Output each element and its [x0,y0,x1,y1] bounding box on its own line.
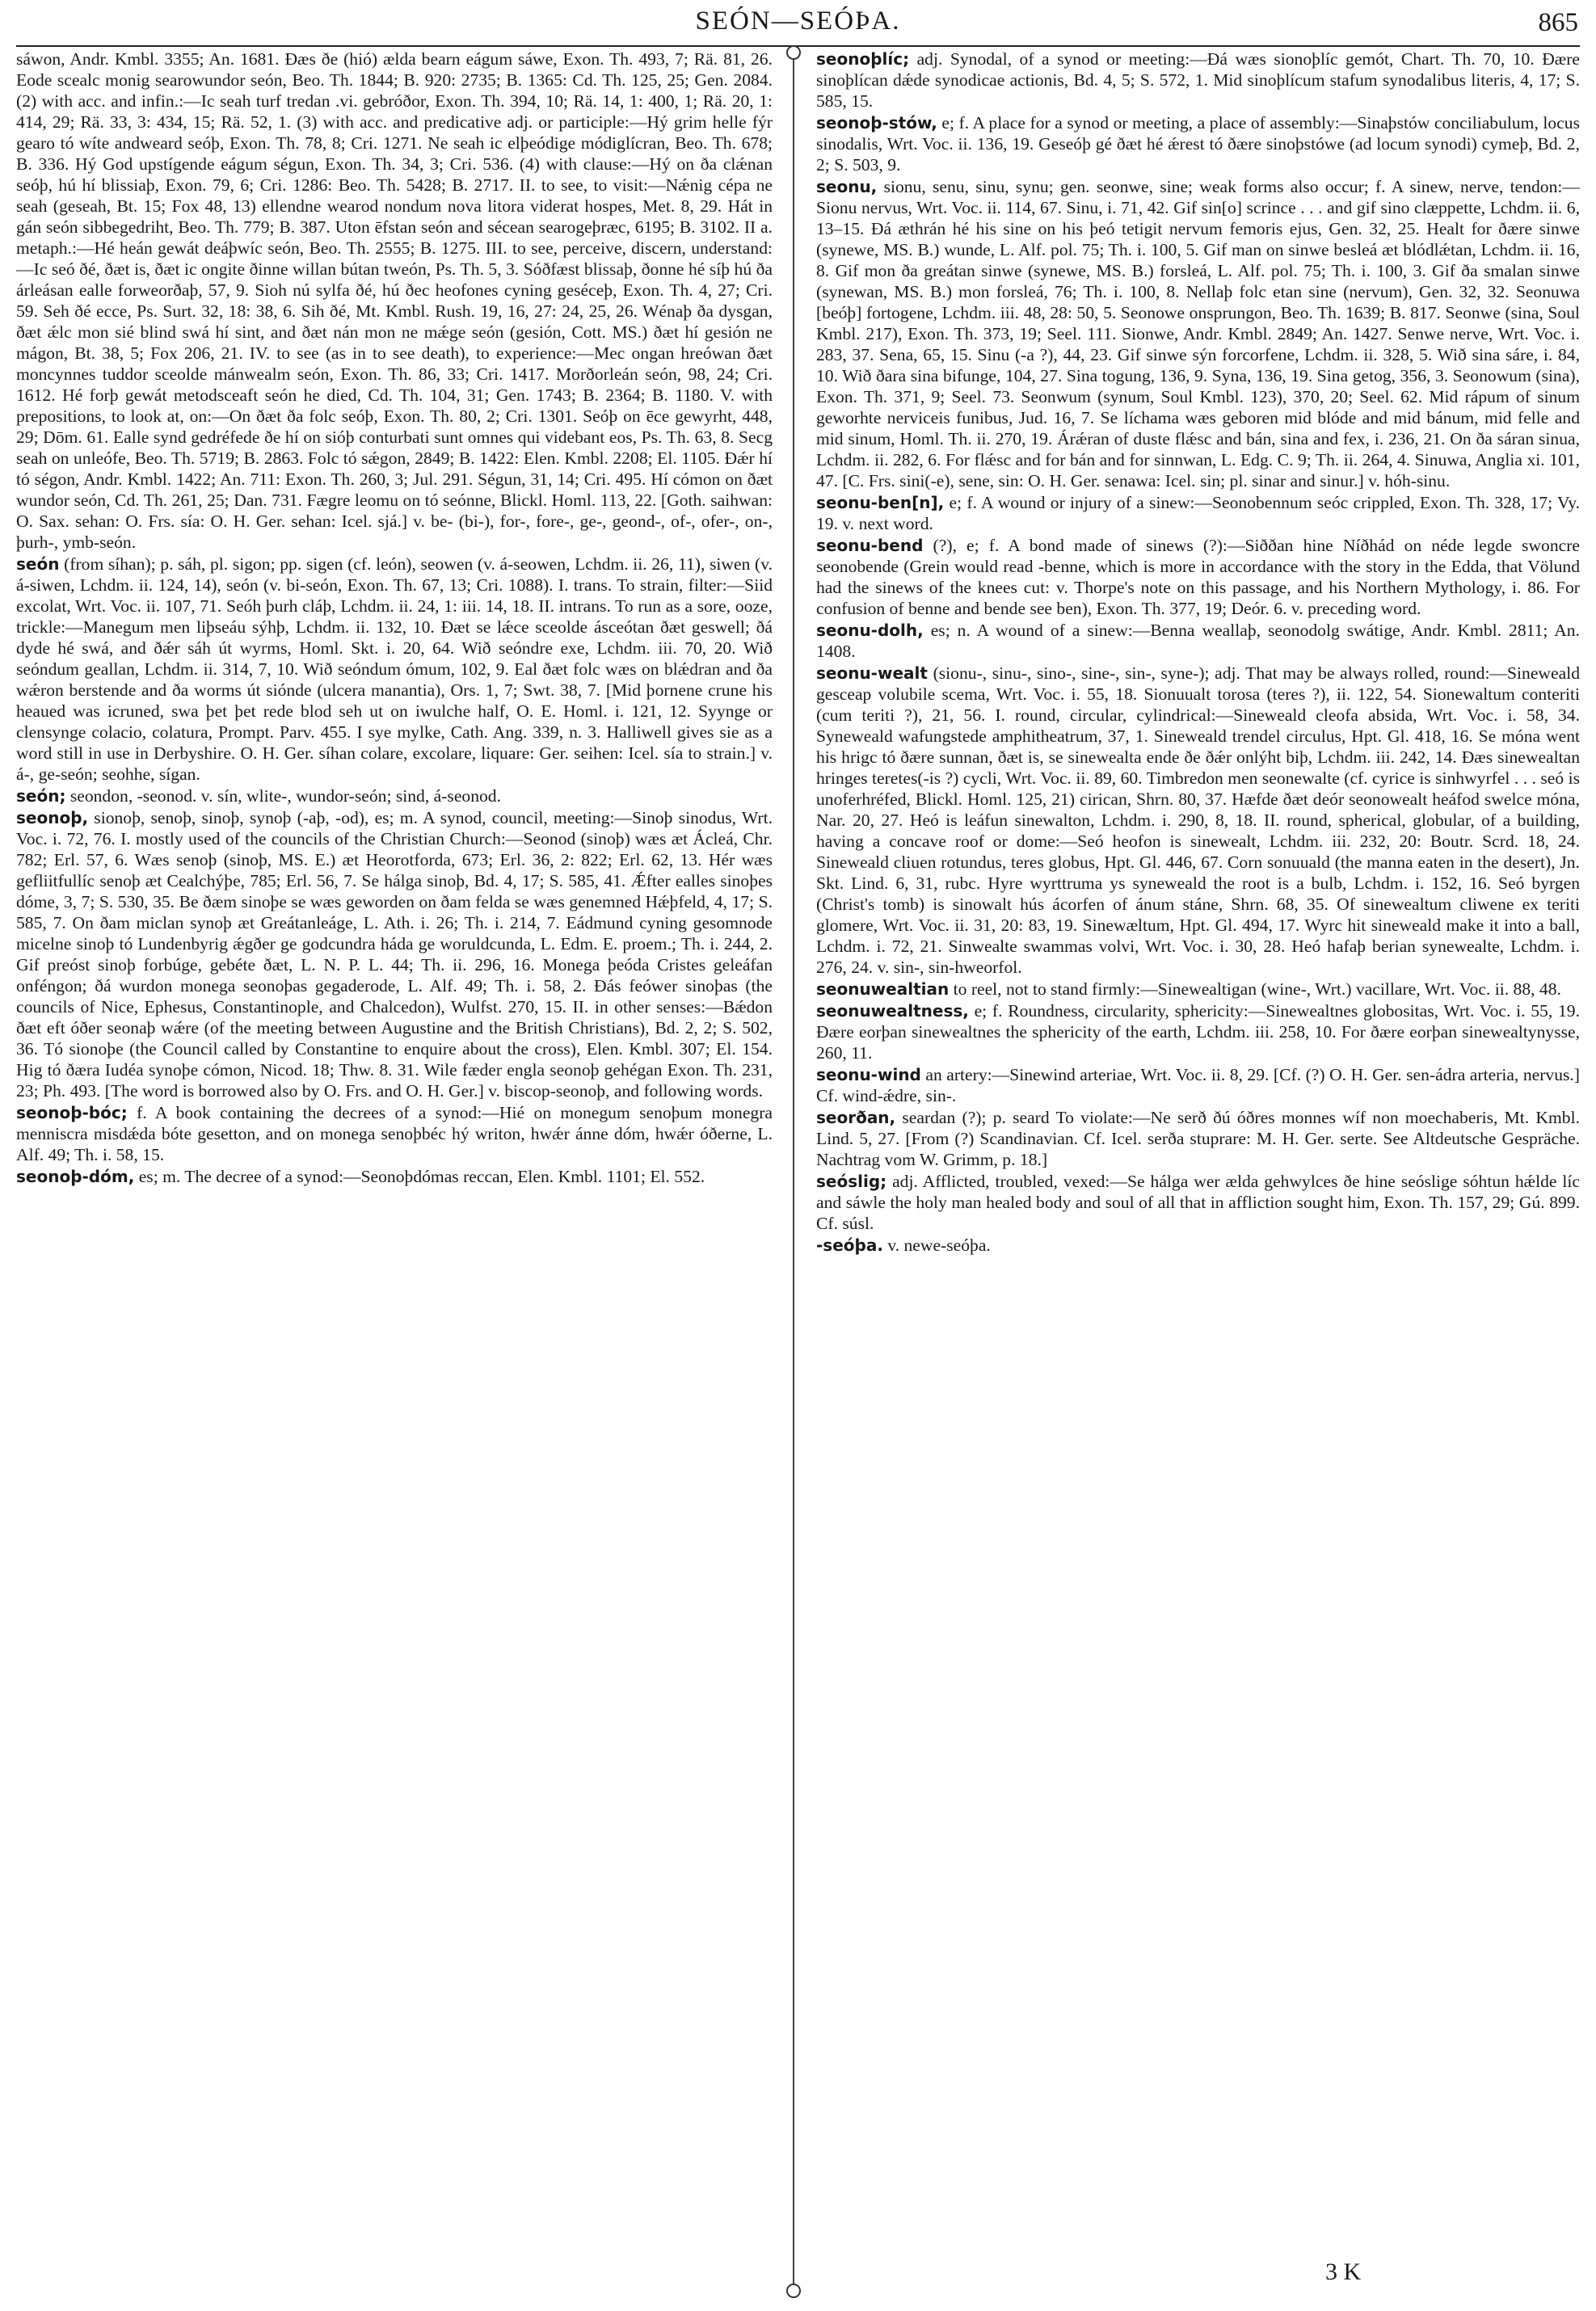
entry-definition: adj. Synodal, of a synod or meeting:—Ðá wæs sionoþlíc gemót, Chart. Th. 70, 10. Ðære sinoþlícan dǽde synodicae actionis, Bd. 4, 5; S. 572, 1. Mid sinoþlícum stafum synodalibus literis, 4, 17; S. 585, 15. [816,49,1580,111]
dictionary-entry [816,1235,1580,1256]
entry-definition: v. newe-seóþa. [882,1235,991,1255]
entry-headword: seón; [16,786,66,806]
entry-definition: to reel, not to stand firmly:—Sinewealtigan (wine-, Wrt.) vacillare, Wrt. Voc. ii. 88, 48. [949,979,1561,999]
entry-headword: seonu-dolh, [816,621,924,640]
entry-headword: seonu-wind [816,1065,921,1084]
entry-definition: adj. Afflicted, troubled, vexed:—Se hálga wer ælda gehwylces ðe hine seóslige sóhtun hǽlde líc and sáwle the holy man healed body and soul of all that in affliction sought him, Exon. Th. 157, 29; Gú. 899. Cf. súsl. [816,1172,1580,1233]
dictionary-entry [816,620,1580,662]
dictionary-entry [816,535,1580,619]
dictionary-entry [816,979,1580,1000]
entry-definition: sionu, senu, sinu, synu; gen. seonwe, sine; weak forms also occur; f. A sinew, nerve, tendon:—Sionu nervus, Wrt. Voc. ii. 114, 67. Sinu, i. 71, 42. Gif sin[o] scrince . . . and gif sino clæppette, Lchdm. ii. 6, 13–15. Ðá æthrán hé his sine on his þeó tetigit nervum femoris ejus, Gen. 32, 25. Healt for ðære sinwe (synewe, MS. B.) wunde, L. Alf. pol. 75; Th. i. 100, 5. Gif man on sinwe besleá æt blódlǽtan, Lchdm. ii. 16, 8. Gif mon ða greátan sinwe (synewe, MS. B.) forsleá, L. Alf. pol. 75; Th. i. 100, 3. Gif ða smalan sinwe (synewan, MS. B.) mon forsleá, 76; Th. i. 100, 8. Nellaþ folc etan sine (nervum), Gen. 32, 32. Seonuwa [beóþ] fortogene, Lchdm. iii. 48, 28: 50, 5. Seonowe onsprungon, Beo. Th. 1639; B. 817. Seonwe (sina, Soul Kmbl. 217), Exon. Th. 373, 19; Seel. 111. Sionwe, Andr. Kmbl. 2849; An. 1427. Senwe nerve, Wrt. Voc. i. 283, 37. Sena, 65, 15. Sinu (-a ?), 44, 23. Gif sinwe sýn forcorfene, Lchdm. ii. 328, 5. Wið sina sáre, i. 84, 10. Wið ðara sina bifunge, 104, 27. Sina togung, 136, 9. Syna, 136, 19. Sina getog, 356, 3. Seonowum (sina), Exon. Th. 371, 9; Seel. 73. Seonwum (synum, Soul Kmbl. 123), 370, 20; Seel. 62. Mid rápum of sinum geworhte nerviceis funibus, Jud. 16, 7. Se líchama wæs geboren mid blóde and mid bánum, mid felle and mid sinum, Homl. Th. ii. 270, 19. Árǽran of duste flǽsc and bán, sina and fex, i. 236, 21. On ða sáran sinua, Lchdm. ii. 282, 6. For flǽsc and for bán and for sinnwan, L. Edg. C. 9; Th. ii. 264, 4. Sinuwa, Anglia xi. 101, 47. [C. Frs. sini(-e), sene, sin: O. H. Ger. senawa: Icel. sin; pl. sinar and sinur.] v. hóh-sinu. [816,177,1580,490]
entry-definition: e; f. A place for a synod or meeting, a place of assembly:—Sinaþstów conciliabulum, locus sinodalis, Wrt. Voc. ii. 136, 19. Geseóþ gé ðæt hé ǽrest tó ðære sinoþstówe (ad locum synodi) cymeþ, Bd. 2, 2; S. 503, 9. [816,113,1580,175]
entry-definition: (sionu-, sinu-, sino-, sine-, sin-, syne-); adj. That may be always rolled, round:—Sineweald gesceap volubile scema, Wrt. Voc. i. 55, 18. Sionuualt torosa (teres ?), ii. 122, 54. Sionewaltum conteriti (cum teriti ?), 21, 56. I. round, circular, cylindrical:—Sineweald cleofa absida, Wrt. Voc. i. 58, 34. Syneweald wafungstede amphitheatrum, 37, 1. Sineweald trendel circulus, Hpt. Gl. 418, 16. Se móna went his hrigc tó ðære sunnan, ðæt is, se sinewealta ende ðe ðǽr onlýht biþ, Lchdm. iii. 242, 14. Ðæs sinewealtan hringes teretes(-is ?) cycli, Wrt. Voc. ii. 89, 60. Timbredon men seonewalte (cf. cyrice is sinhwyrfel . . . seó is unoferhréfed, Blickl. Homl. 125, 21) cirican, Shrn. 80, 37. Hæfde ðæt deór seonowealt heáfod swelce móna, Nar. 20, 27. Heó is leáfun sinewalton, Lchdm. i. 290, 8, 18. II. round, spherical, globular, of a building, having a concave roof or dome:—Seó heofon is sinewealt, Lchdm. iii. 232, 20: Boutr. Scrd. 18, 24. Sineweald cliuen rotundus, teres globus, Hpt. Gl. 446, 67. Corn sonuuald (the manna eaten in the desert), Jn. Skt. Lind. 6, 31, rubc. Hyre wyrttruma ys syneweald the root is a bulb, Lchdm. i. 152, 16. Seó byrgen (Christ's tomb) is sinowalt hús ácorfen of ánum stáne, Shrn. 68, 35. Of sinewealtum cliwene ex teriti glomere, Wrt. Voc. ii. 31, 20: 83, 19. Sinewæltum, Hpt. Gl. 494, 17. Wyrc hit sineweald make it into a ball, Lchdm. i. 72, 21. Sinwealte swammas volvi, Wrt. Voc. i. 30, 28. Heó hafaþ berian synewealte, Lchdm. i. 276, 24. v. sin-, sin-hweorfol. [816,663,1580,977]
printer-signature: 3 K [1325,2258,1362,2285]
running-head [0,6,1596,39]
left-column [16,48,773,2267]
dictionary-entry [816,1171,1580,1234]
dictionary-entry [816,48,1580,112]
dictionary-entry [816,112,1580,175]
dictionary-entry [816,492,1580,534]
dictionary-entry [16,1166,773,1187]
divider-ornament-bottom [786,2284,801,2298]
entry-headword: seón [16,554,60,574]
dictionary-entry [816,1107,1580,1170]
entry-definition: es; m. The decree of a synod:—Seonoþdómas reccan, Elen. Kmbl. 1101; El. 552. [134,1167,705,1186]
entry-definition: f. A book containing the decrees of a synod:—Hié on monegum senoþum monegra menniscra misdǽda bóte gesetton, and on monega senoþbéc hý writon, hwǽr ánne dóm, hwǽr óðerne, L. Alf. 49; Th. i. 58, 15. [16,1103,773,1164]
entry-definition: an artery:—Sinewind arteriae, Wrt. Voc. ii. 8, 29. [Cf. (?) O. H. Ger. sen-ádra arteria, nervus.] Cf. wind-ǽdre, sin-. [816,1065,1580,1105]
dictionary-entry [16,1102,773,1165]
entry-headword: seóslig; [816,1172,887,1191]
dictionary-entry [16,554,773,785]
dictionary-entry [16,785,773,806]
dictionary-entry [816,1000,1580,1063]
page-title: SEÓN—SEÓÞA. [695,6,901,36]
entry-headword: seonoþ-bóc; [16,1103,128,1122]
column-divider [793,47,794,2293]
entry-headword: seonoþ, [16,808,89,827]
dictionary-entry [816,663,1580,978]
entry-headword: seonu, [816,177,878,196]
entry-headword: seonuwealtness, [816,1001,969,1021]
entry-headword: seonoþlíc; [816,49,910,69]
dictionary-entry [16,48,773,553]
entry-headword: seonu-bend [816,536,924,555]
right-column [816,48,1580,2267]
dictionary-entry [816,176,1580,491]
entry-definition: sionoþ, senoþ, sinoþ, synoþ (-aþ, -od), es; m. A synod, council, meeting:—Sinoþ sinodus, Wrt. Voc. i. 72, 76. I. mostly used of the councils of the Christian Church:—Seonod (sinoþ) wæs æt Ácleá, Chr. 782; Erl. 57, 6. Wæs senoþ (sinoþ, MS. E.) æt Heorotforda, 673; Erl. 36, 2: 822; Erl. 62, 13. Hér wæs gefliitfullíc senoþ æt Cealchýþe, 785; Erl. 56, 7. Se hálga sinoþ, Bd. 4, 17; S. 585, 41. Ǽfter ealles sinoþes dóme, 3, 7; S. 530, 35. Be ðæm sinoþe se wæs geworden on ðam felda se wæs genemned Hǽþfeld, 4, 17; S. 585, 7. On ðam miclan synoþ æt Greátanleáge, L. Ath. i. 26; Th. i. 214, 7. Eádmund cyning gesomnode micelne sinoþ tó Lundenbyrig ǽgðer ge godcundra háda ge woruldcunda, L. Edm. E. proem.; Th. i. 244, 2. Gif preóst sinoþ forbúge, gebéte ðæt, L. N. P. L. 44; Th. ii. 296, 16. Monega þeóda Cristes geleáfan onféngon; ðá wurdon monega seonoþas gegaderode, L. Alf. 49; Th. i. 58, 2. Ðás feówer sinoþas (the councils of Nice, Ephesus, Constantinople, and Chalcedon), Wulfst. 270, 15. II. in other senses:—Bǽdon ðæt eft óðer seonaþ wǽre (of the meeting between Augustine and the British Christians), Bd. 2, 2; S. 502, 36. Tó sionoþe (the Council called by Constantine to enquire about the cross), Elen. Kmbl. 307; El. 154. Hig tó ðæra Iudéa synoþe cómon, Nicod. 18; Thw. 8. 31. Wile fæder engla seonoþ gehégan Exon. Th. 231, 23; Ph. 493. [The word is borrowed also by O. Frs. and O. H. Ger.] v. biscop-seonoþ, and following words. [16,808,773,1101]
entry-headword: -seóþa. [816,1235,883,1255]
page-number: 865 [1538,8,1578,37]
entry-headword: seonuwealtian [816,979,950,999]
entry-definition: (?), e; f. A bond made of sinews (?):—Siððan hine Níðhád on néde legde swoncre seonobende (Grein would read -benne, which is more in accordance with the story in the Edda, that Völund had the sinews of the knees cut: v. Thorpe's note on this passage, and his Northern Mythology, i. 86. For confusion of benne and bende see ben), Exon. Th. 377, 19; Deór. 6. v. preceding word. [816,536,1580,618]
entry-definition: sáwon, Andr. Kmbl. 3355; An. 1681. Ðæs ðe (hió) ælda bearn eágum sáwe, Exon. Th. 493, 7; Rä. 81, 26. Eode scealc monig searowundor seón, Beo. Th. 1844; B. 920: 2735; B. 1365: Cd. Th. 125, 25; Gen. 2084. (2) with acc. and infin.:—Ic seah turf tredan .vi. gebróðor, Exon. Th. 394, 10; Rä. 14, 1: 400, 1; Rä. 20, 1: 414, 29; Rä. 33, 3: 434, 15; Rä. 52, 1. (3) with acc. and predicative adj. or participle:—Hý grim helle fýr gearo tó wíte andweard seóþ, Exon. Th. 78, 8; Cri. 1271. Ne seah ic elþeódige módiglícran, Beo. Th. 678; B. 336. Hý God upstígende eágum ségun, Exon. Th. 34, 3; Cri. 536. (4) with clause:—Hý on ða clǽnan seóþ, hú hí blissiaþ, Exon. 79, 6; Cri. 1286: Beo. Th. 5428; B. 2717. II. to see, to visit:—Nǽnig cépa ne seah (geseah, Bt. 15; Fox 48, 13) ellendne wearod nondum nova litora viderat hospes, Met. 8, 29. Hát in gán seón sibbegedriht, Beo. Th. 779; B. 387. Uton ēfstan seón and sécean searogeþræc, 6195; B. 3102. II a. metaph.:—Hé heán gewát deáþwíc seón, Beo. Th. 2555; B. 1275. III. to see, perceive, discern, understand:—Ic seó ðé, ðæt is, ðæt ic ongite ðinne willan bútan tweón, Ps. Th. 5, 3. Sóðfæst blissaþ, ðonne hé síþ hú ða árleásan ealle forweorðaþ, 57, 9. Sioh nú sylfa ðé, hú ðec heofones cyning geséceþ, Exon. Th. 4, 27; Cri. 59. Seh ðé ecce, Ps. Surt. 32, 18: 38, 6. Sih ðé, Mt. Kmbl. Rush. 19, 16, 27: 24, 25, 26. Wénaþ ða dysgan, ðæt ǽlc mon sié blind swá hí sint, and ðæt nán mon ne mǽge seón (gesión, Cott. MS.) ðæt hí gesión ne mágon, Bt. 38, 5; Fox 206, 21. IV. to see (as in to see death), to experience:—Mec ongan hreówan ðæt moncynnes tuddor sceolde mánwealm seón, Exon. Th. 86, 33; Cri. 1417. Morðorleán seón, 98, 24; Cri. 1612. Hé forþ gewát metodsceaft seón he died, Cd. Th. 104, 31; Gen. 1743; B. 2364; B. 1180. V. with prepositions, to look at, on:—On ðæt ða folc seóþ, Exon. Th. 80, 2; Cri. 1301. Seóþ on ēce gewyrht, 448, 29; Dōm. 61. Ealle synd gedréfede ðe hí on sióþ conturbati sunt omnes qui videbant eos, Ps. Th. 63, 8. Secg seah on unleófe, Beo. Th. 5719; B. 2863. Folc tó sǽgon, 2849; B. 1422: Elen. Kmbl. 2208; El. 1105. Ðǽr hí tó ségon, Andr. Kmbl. 1422; An. 711: Exon. Th. 260, 3; Jul. 291. Ségun, 31, 14; Cri. 495. Hí cómon on ðæt wundor seón, Cd. Th. 261, 25; Dan. 731. Fægre leomu on tó seónne, Blickl. Homl. 113, 22. [Goth. saihwan: O. Sax. sehan: O. Frs. sía: O. H. Ger. sehan: Icel. sjá.] v. be- (bi-), for-, fore-, ge-, geond-, of-, ofer-, on-, þurh-, ymb-seón. [16,49,773,552]
entry-definition: e; f. A wound or injury of a sinew:—Seonobennum seóc crippled, Exon. Th. 328, 17; Vy. 19. v. next word. [816,493,1580,533]
entry-headword: seorðan, [816,1108,896,1127]
entry-headword: seonu-ben[n], [816,493,945,512]
entry-definition: (from síhan); p. sáh, pl. sigon; pp. sigen (cf. león), seowen (v. á-seowen, Lchdm. ii. 26, 11), siwen (v. á-siwen, Lchdm. ii. 124, 14), seón (v. bi-seón, Exon. Th. 67, 13; Cri. 1088). I. trans. To strain, filter:—Siid excolat, Wrt. Voc. ii. 107, 71. Seóh þurh cláþ, Lchdm. ii. 24, 1: iii. 14, 18. II. intrans. To run as a sore, ooze, trickle:—Manegum men liþseáu sýhþ, Lchdm. ii. 132, 10. Ðæt se lǽce sceolde ásceótan ðæt geswell; ðá dyde hé swá, and ðǽr sáh út wyrms, Homl. Skt. i. 20, 64. Wið seóndre exe, Lchdm. iii. 70, 20. Wið seóndum geallan, Lchdm. ii. 314, 7, 10. Wið seóndum ómum, 102, 9. Eal ðæt folc wæs on blǽdran and ða wǽron berstende and ða worms út sióndе (ulcera manantia), Ors. 1, 7; Swt. 38, 7. [Mid þornene crune his heaued was icruned, swa þet þet rede blod seh ut on iwulche half, O. E. Homl. i. 121, 12. Syynge or clensynge colacio, colatura, Prompt. Parv. 455. I sye mylke, Cath. Ang. 339, n. 3. Halliwell gives sie as a word still in use in Derbyshire. O. H. Ger. síhan colare, excolare, liquare: Ger. seihen: Icel. sía to strain.] v. á-, ge-seón; seohhe, sígan. [16,554,773,784]
entry-definition: seardan (?); p. seard To violate:—Ne serð ðú óðres monnes wíf non moechaberis, Mt. Kmbl. Lind. 5, 27. [From (?) Scandinavian. Cf. Icel. serða stuprare: M. H. Ger. serte. See Altdeutsche Gespräche. Nachtrag vom W. Grimm, p. 18.] [816,1108,1580,1169]
divider-ornament-top [786,45,801,60]
entry-definition: seondon, -seonod. v. sín, wlite-, wundor-seón; sind, á-seonod. [65,786,501,806]
entry-definition: e; f. Roundness, circularity, sphericity:—Sinewealtnes globositas, Wrt. Voc. i. 55, 19. Ðære eorþan sinewealtnes the sphericity of the earth, Lchdm. iii. 258, 10. For ðære eorþan sinewealtynysse, 260, 11. [816,1001,1580,1063]
entry-headword: seonu-wealt [816,663,928,683]
entry-definition: es; n. A wound of a sinew:—Benna weallaþ, seonodolg swátige, Andr. Kmbl. 2811; An. 1408. [816,621,1580,661]
dictionary-entry [816,1064,1580,1106]
entry-headword: seonoþ-dóm, [16,1167,135,1186]
dictionary-entry [16,807,773,1101]
entry-headword: seonoþ-stów, [816,113,937,133]
